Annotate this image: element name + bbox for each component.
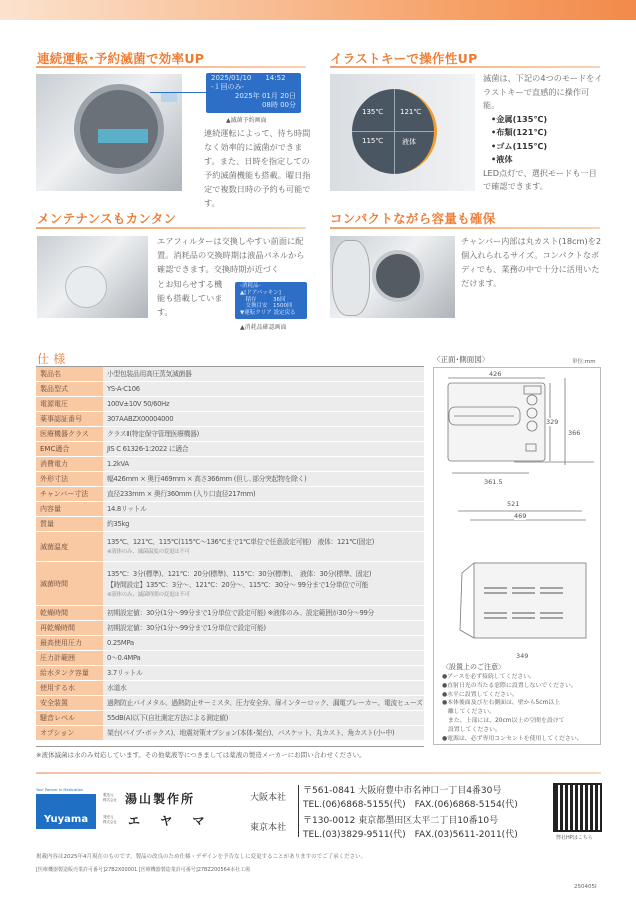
spec-value: 14.8リットル (107, 504, 147, 513)
qr-code[interactable] (555, 785, 600, 830)
key-121-label: 121℃ (400, 108, 422, 116)
spec-value (103, 382, 424, 396)
callout-line (150, 92, 206, 93)
lcd-line: 2025/01/10 14:52 (211, 74, 286, 82)
notes-title: 〈設置上のご注意〉 (442, 663, 505, 671)
spec-label: 薬事認証番号 (36, 412, 103, 426)
key-liquid-label: 液体 (402, 138, 416, 146)
spec-value (103, 412, 424, 426)
spec-value: 3.7リットル (107, 668, 143, 677)
spec-value: 1.2kVA (107, 459, 129, 468)
spec-label: 再乾燥時間 (36, 621, 103, 635)
divider (36, 746, 424, 747)
spec-value: 0～0.4MPa (107, 653, 141, 662)
lcd-line: 08時 00分 (261, 101, 296, 109)
reservation-lcd-screen (206, 73, 301, 113)
spec-note: ※液体のみ、滅菌時間の変更は不可 (107, 591, 190, 598)
spec-value: 135℃、121℃、115℃(115℃～136℃まで1℃単位で任意設定可能) 液体：121℃(固定) (107, 538, 375, 546)
spec-row (36, 726, 424, 740)
divider (298, 785, 299, 837)
office-name: 東京本社 (250, 823, 287, 833)
spec-value: 0.25MPa (107, 638, 134, 647)
spec-value (103, 666, 424, 680)
spec-label: 製品名 (36, 367, 103, 381)
spec-label: 圧力計範囲 (36, 651, 103, 665)
spec-label: 最高使用圧力 (36, 636, 103, 650)
spec-value (103, 606, 424, 620)
lcd-line: 2025年 01月 20日 (234, 92, 296, 100)
spec-value (103, 397, 424, 411)
air-filter-photo (37, 236, 148, 318)
top-gradient-bar (0, 0, 636, 20)
spec-value: 幅426mm × 奥行469mm × 高さ366mm (但し､部分突起物を除く) (107, 474, 307, 483)
divider (36, 227, 306, 229)
tagline: Your Partner in Medication (36, 788, 84, 792)
divider (330, 227, 600, 229)
office-phone: TEL.(06)6868-5155(代) FAX.(06)6868-5154(代) (303, 800, 518, 810)
note-item: 離してください。 (442, 709, 496, 716)
mode-item: •布類(121℃) (491, 127, 548, 137)
mode-item: •金属(135℃) (491, 113, 548, 124)
spec-row (36, 472, 424, 486)
spec-value (103, 427, 424, 441)
note-item: また、上部には、20cm以上の空間を設けて (442, 717, 565, 724)
section-title-efficiency: 連続運転･予約滅菌で効率UP (37, 51, 205, 66)
spec-row (36, 517, 424, 531)
spec-value: クラスⅡ(特定保守管理医療機器) (107, 429, 200, 438)
license-numbers: [医療機器製造販売業許可番号]27B2X00001 [医療機器製造業許可番号]27BZ200564本社工場 (36, 867, 251, 873)
spec-label: 乾燥時間 (36, 606, 103, 620)
note-item: ●アースを必ず接続してください。 (442, 674, 536, 680)
spec-value: 135℃：3分(標準)、121℃：20分(標準)、115℃：30分(標準)、 液体：30分(標準、固定) (107, 569, 372, 578)
section-text: 滅菌は、下記の4つのモードをイラストキーで直感的に操作可能。 (483, 73, 603, 110)
spec-value (103, 442, 424, 456)
spec-row (36, 651, 424, 665)
spec-value (103, 487, 424, 501)
spec-value: 100V±10V 50/60Hz (107, 399, 170, 408)
section-title-maintenance: メンテナンスもカンタン (37, 211, 177, 226)
section-text: エアフィルターは交換しやすい前面に配置。消耗品の交換時期は液晶パネルから確認できます。交換時期が近づく (157, 236, 305, 274)
lcd-line: ▼運転クリア 設定戻る (240, 310, 296, 317)
lcd-line: 交換目安 1500回 (240, 303, 293, 310)
spec-label: 消費電力 (36, 457, 103, 471)
note-item: ●水平に設置してください。 (442, 691, 518, 698)
office-name: 大阪本社 (250, 793, 287, 803)
document-code: 250405I (574, 884, 597, 890)
key-135-label: 135℃ (362, 108, 384, 116)
mode-item: •液体 (491, 154, 513, 164)
spec-row (36, 442, 424, 456)
note-item: ●本体後面及び左右側面は、壁から5cm以上 (442, 700, 561, 707)
spec-label: 医療機器クラス (36, 427, 103, 441)
seller-label: 発売元 株式会社 (103, 815, 117, 824)
consumables-lcd-screen (235, 282, 307, 319)
section-text: チャンバー内部は丸カスト(18cm)を2個入れられるサイズ。コンパクトなボディでも、業務の中で十分に活用いただけます。 (461, 236, 602, 288)
spec-row (36, 397, 424, 411)
spec-row (36, 621, 424, 635)
spec-footnote: ※液体滅菌は水のみ対応しています。その他薬液等につきましては薬液の製造メーカーにお問い合わせください。 (36, 751, 366, 759)
illust-keys-photo (330, 74, 475, 191)
spec-label: 外形寸法 (36, 472, 103, 486)
installation-notes (442, 673, 602, 743)
spec-label: EMC適合 (36, 442, 103, 456)
note-item: ●直射日光の当たる窓際に設置しないでください。 (442, 682, 577, 689)
spec-value: 過熱防止バイメタル、過熱防止サーミスタ、圧力安全弁、扉インターロック、漏電ブレーカー、電流ヒューズ (107, 698, 423, 707)
spec-label: 滅菌時間 (36, 562, 103, 605)
seller-name: エ ヤ マ (128, 814, 213, 828)
spec-row (36, 711, 424, 725)
section-title-illust-keys: イラストキーで操作性UP (330, 51, 478, 66)
office-address: 〒561-0841 大阪府豊中市名神口一丁目4番30号 (303, 786, 502, 796)
spec-row (36, 696, 424, 710)
spec-value: YS-A-C106 (107, 384, 140, 393)
spec-label: 騒音レベル (36, 711, 103, 725)
dim-front-feet: 361.5 (484, 478, 503, 486)
spec-value: JIS C 61326-1:2022 に適合 (107, 444, 189, 453)
spec-value (103, 711, 424, 725)
dim-side-body: 469 (514, 512, 527, 520)
spec-row (36, 562, 424, 605)
spec-value (103, 562, 424, 605)
spec-label: 給水タンク容量 (36, 666, 103, 680)
spec-value: 架台(パイプ･ボックス)、地震対策オプション(本体･架台)、バスケット、丸カスト、角カスト(小･中) (107, 728, 395, 737)
dim-front-width: 426 (489, 370, 502, 378)
spec-table (36, 366, 424, 741)
dim-side-total: 521 (507, 500, 520, 508)
spec-value (103, 651, 424, 665)
section-text: 連続運転によって、待ち時間なく効率的に滅菌ができます。また、日時を指定しての予約滅菌機能も搭載。曜日指定で複数日時の予約も可能です。 (204, 128, 311, 208)
spec-row (36, 457, 424, 471)
spec-row (36, 636, 424, 650)
note-item: ●電源は、必ず専用コンセントを使用してください。 (442, 735, 583, 742)
spec-value: 直径233mm × 奥行360mm (入り口直径217mm) (107, 489, 256, 498)
spec-row (36, 487, 424, 501)
divider (36, 772, 601, 774)
lcd-caption: ▲滅菌予約画面 (226, 117, 267, 124)
spec-row (36, 427, 424, 441)
spec-value: 初期設定値：30分(1分～99分まで1分単位で設定可能) (107, 623, 266, 632)
lcd-line: -消耗品- (240, 283, 261, 289)
spec-row (36, 532, 424, 561)
mode-item: •ゴム(115℃) (491, 140, 548, 151)
dim-side-feet: 349 (516, 652, 529, 660)
spec-label: 滅菌温度 (36, 532, 103, 561)
spec-title: 仕 様 (37, 352, 66, 366)
section-text: LED点灯で、選択モードも一目で確認できます。 (483, 167, 597, 191)
section-text: とお知らせする機能も搭載しています。 (157, 279, 223, 317)
spec-value: 水道水 (107, 683, 127, 692)
lcd-caption: ▲消耗品確認画面 (240, 324, 287, 331)
spec-value (103, 457, 424, 471)
spec-value: 初期設定値：30分(1分～99分まで1分単位で設定可能) ※液体のみ、設定範囲が30分～99分 (107, 608, 375, 617)
yuyama-logo (36, 794, 96, 829)
divider (330, 66, 600, 68)
maker-name: 湯山製作所 (125, 792, 196, 806)
spec-value: 約35kg (107, 519, 130, 528)
maker-label: 製造元 株式会社 (103, 793, 117, 802)
spec-value (103, 696, 424, 710)
qr-caption: 弊社HPはこちら (556, 835, 593, 841)
spec-value (103, 636, 424, 650)
office-phone: TEL.(03)3829-9511(代) FAX.(03)5611-2011(代) (303, 830, 518, 840)
spec-value (103, 681, 424, 695)
divider (36, 66, 306, 68)
spec-label: 質量 (36, 517, 103, 531)
spec-value: 55dB(A)以下(自社測定方法による測定値) (107, 713, 229, 722)
dimension-diagram (433, 367, 601, 745)
spec-note: ※液体のみ、滅菌温度の変更は不可 (107, 549, 190, 555)
disclaimer: 掲載内容は2025年4月現在のものです。製品の改良のため仕様・デザインを予告なしに変更することがありますのでご了承ください。 (36, 854, 367, 860)
dim-front-height: 366 (568, 429, 581, 437)
spec-value (103, 621, 424, 635)
spec-value (103, 726, 424, 740)
spec-label: 安全装置 (36, 696, 103, 710)
front-side-view-drawing (434, 368, 602, 648)
key-115-label: 115℃ (362, 137, 384, 145)
spec-value2: 【時間設定】135℃：3分～、121℃：20分～、115℃：30分～ 99分まで1分単位で可能 (107, 580, 369, 589)
spec-row (36, 367, 424, 381)
spec-value: 307AABZX00004000 (107, 414, 174, 423)
spec-row (36, 502, 424, 516)
spec-value (103, 532, 424, 561)
spec-row (36, 382, 424, 396)
spec-row (36, 681, 424, 695)
section-title-compact: コンパクトながら容量も確保 (330, 211, 496, 226)
spec-label: チャンバー寸法 (36, 487, 103, 501)
lcd-line: ▲[ドアパッキン] (240, 289, 281, 296)
spec-value (103, 517, 424, 531)
spec-row (36, 666, 424, 680)
spec-row (36, 412, 424, 426)
lcd-line: 積存 36回 (240, 296, 286, 303)
diagram-title: 〈正面･側面図〉 (433, 355, 490, 364)
spec-label: 使用する水 (36, 681, 103, 695)
spec-value (103, 367, 424, 381)
spec-value (103, 472, 424, 486)
dim-front-inner: 329 (546, 418, 559, 426)
logo-text: Yuyama (44, 814, 89, 825)
unit-label: 単位:mm (572, 359, 596, 365)
spec-label: 内容量 (36, 502, 103, 516)
chamber-photo (330, 236, 455, 318)
spec-label: オプション (36, 726, 103, 740)
note-item: 設置してください。 (442, 726, 501, 733)
lcd-line: -１回のみ- (211, 83, 245, 91)
spec-value (103, 502, 424, 516)
office-address: 〒130-0012 東京都墨田区太平二丁目10番10号 (303, 816, 499, 826)
spec-label: 製品型式 (36, 382, 103, 396)
spec-label: 電源電圧 (36, 397, 103, 411)
spec-value: 小型包装品用高圧蒸気滅菌器 (107, 369, 192, 378)
spec-row (36, 606, 424, 620)
